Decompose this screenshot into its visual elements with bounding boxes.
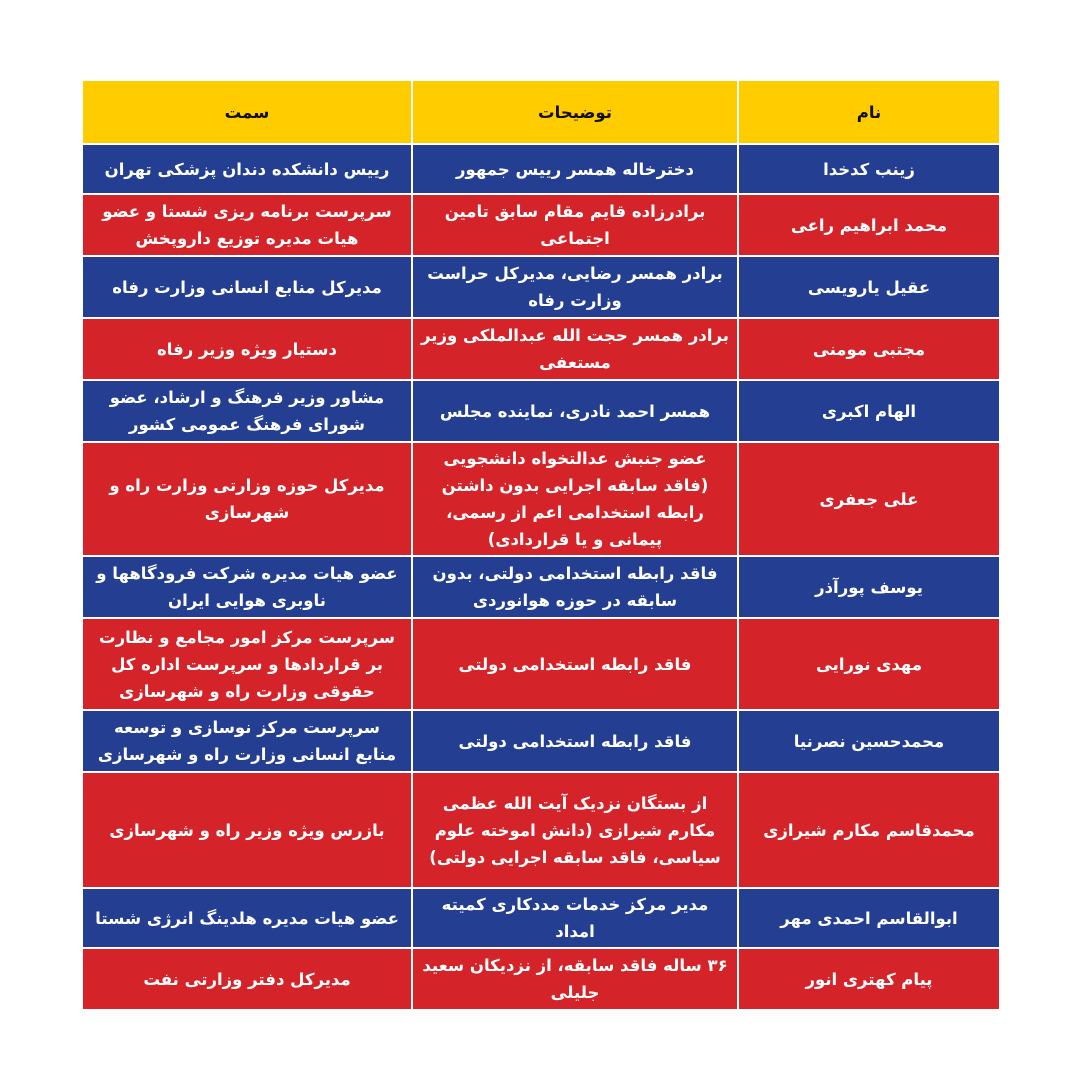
cell-position: عضو هیات مدیره شرکت فرودگاهها و ناوبری هوایی ایران bbox=[82, 556, 412, 618]
cell-position: مدیرکل حوزه وزارتی وزارت راه و شهرسازی bbox=[82, 442, 412, 556]
table-row bbox=[82, 442, 1000, 556]
cell-description: ۳۶ ساله فاقد سابقه، از نزدیکان سعید جلیلی bbox=[412, 948, 738, 1010]
cell-name: عقیل یارویسی bbox=[738, 256, 1000, 318]
cell-description: برادر همسر رضایی، مدیرکل حراست وزارت رفاه bbox=[412, 256, 738, 318]
table-row bbox=[82, 256, 1000, 318]
cell-description: دخترخاله همسر رییس جمهور bbox=[412, 144, 738, 194]
cell-name: محمدقاسم مکارم شیرازی bbox=[738, 772, 1000, 888]
cell-name: محمدحسین نصرنیا bbox=[738, 710, 1000, 772]
cell-name: مجتبی مومنی bbox=[738, 318, 1000, 380]
cell-description: برادرزاده قایم مقام سابق تامین اجتماعی bbox=[412, 194, 738, 256]
cell-name: زینب کدخدا bbox=[738, 144, 1000, 194]
table-row bbox=[82, 194, 1000, 256]
cell-description: فاقد رابطه استخدامی دولتی bbox=[412, 618, 738, 710]
cell-position: مدیرکل دفتر وزارتی نفت bbox=[82, 948, 412, 1010]
cell-position: سرپرست مرکز امور مجامع و نظارت بر قراردادها و سرپرست اداره کل حقوقی وزارت راه و شهرسازی bbox=[82, 618, 412, 710]
cell-position: سرپرست برنامه ریزی شستا و عضو هیات مدیره توزیع داروپخش bbox=[82, 194, 412, 256]
table-row bbox=[82, 772, 1000, 888]
cell-name: محمد ابراهیم راعی bbox=[738, 194, 1000, 256]
cell-name: علی جعفری bbox=[738, 442, 1000, 556]
cell-description: عضو جنبش عدالتخواه دانشجویی (فاقد سابقه اجرایی بدون داشتن رابطه استخدامی اعم از رسمی، پیمانی و یا قراردادی) bbox=[412, 442, 738, 556]
cell-position: رییس دانشکده دندان پزشکی تهران bbox=[82, 144, 412, 194]
cell-description: برادر همسر حجت الله عبدالملکی وزیر مستعفی bbox=[412, 318, 738, 380]
cell-position: سرپرست مرکز نوسازی و توسعه منابع انسانی وزارت راه و شهرسازی bbox=[82, 710, 412, 772]
table-row bbox=[82, 710, 1000, 772]
table-header-row bbox=[82, 80, 1000, 144]
cell-description: از بستگان نزدیک آیت الله عظمی مکارم شیرازی (دانش اموخته علوم سیاسی، فاقد سابقه اجرایی دولتی) bbox=[412, 772, 738, 888]
cell-position: مشاور وزیر فرهنگ و ارشاد، عضو شورای فرهنگ عمومی کشور bbox=[82, 380, 412, 442]
table-row bbox=[82, 618, 1000, 710]
cell-description: فاقد رابطه استخدامی دولتی bbox=[412, 710, 738, 772]
table-row bbox=[82, 144, 1000, 194]
cell-name: ابوالقاسم احمدی مهر bbox=[738, 888, 1000, 948]
cell-name: الهام اکبری bbox=[738, 380, 1000, 442]
cell-name: یوسف پورآذر bbox=[738, 556, 1000, 618]
cell-description: فاقد رابطه استخدامی دولتی، بدون سابقه در حوزه هوانوردی bbox=[412, 556, 738, 618]
cell-name: مهدی نورایی bbox=[738, 618, 1000, 710]
cell-position: بازرس ویژه وزیر راه و شهرسازی bbox=[82, 772, 412, 888]
header-description: توضیحات bbox=[412, 80, 738, 144]
header-position: سمت bbox=[82, 80, 412, 144]
cell-description: مدیر مرکز خدمات مددکاری کمیته امداد bbox=[412, 888, 738, 948]
table-row bbox=[82, 888, 1000, 948]
appointments-table bbox=[81, 79, 1001, 1011]
cell-name: پیام کهتری انور bbox=[738, 948, 1000, 1010]
table-row bbox=[82, 948, 1000, 1010]
table-row bbox=[82, 380, 1000, 442]
cell-position: مدیرکل منابع انسانی وزارت رفاه bbox=[82, 256, 412, 318]
table-body bbox=[82, 144, 1000, 1010]
cell-position: دستیار ویژه وزیر رفاه bbox=[82, 318, 412, 380]
cell-description: همسر احمد نادری، نماینده مجلس bbox=[412, 380, 738, 442]
table-row bbox=[82, 556, 1000, 618]
header-name: نام bbox=[738, 80, 1000, 144]
cell-position: عضو هیات مدیره هلدینگ انرژی شستا bbox=[82, 888, 412, 948]
table-row bbox=[82, 318, 1000, 380]
